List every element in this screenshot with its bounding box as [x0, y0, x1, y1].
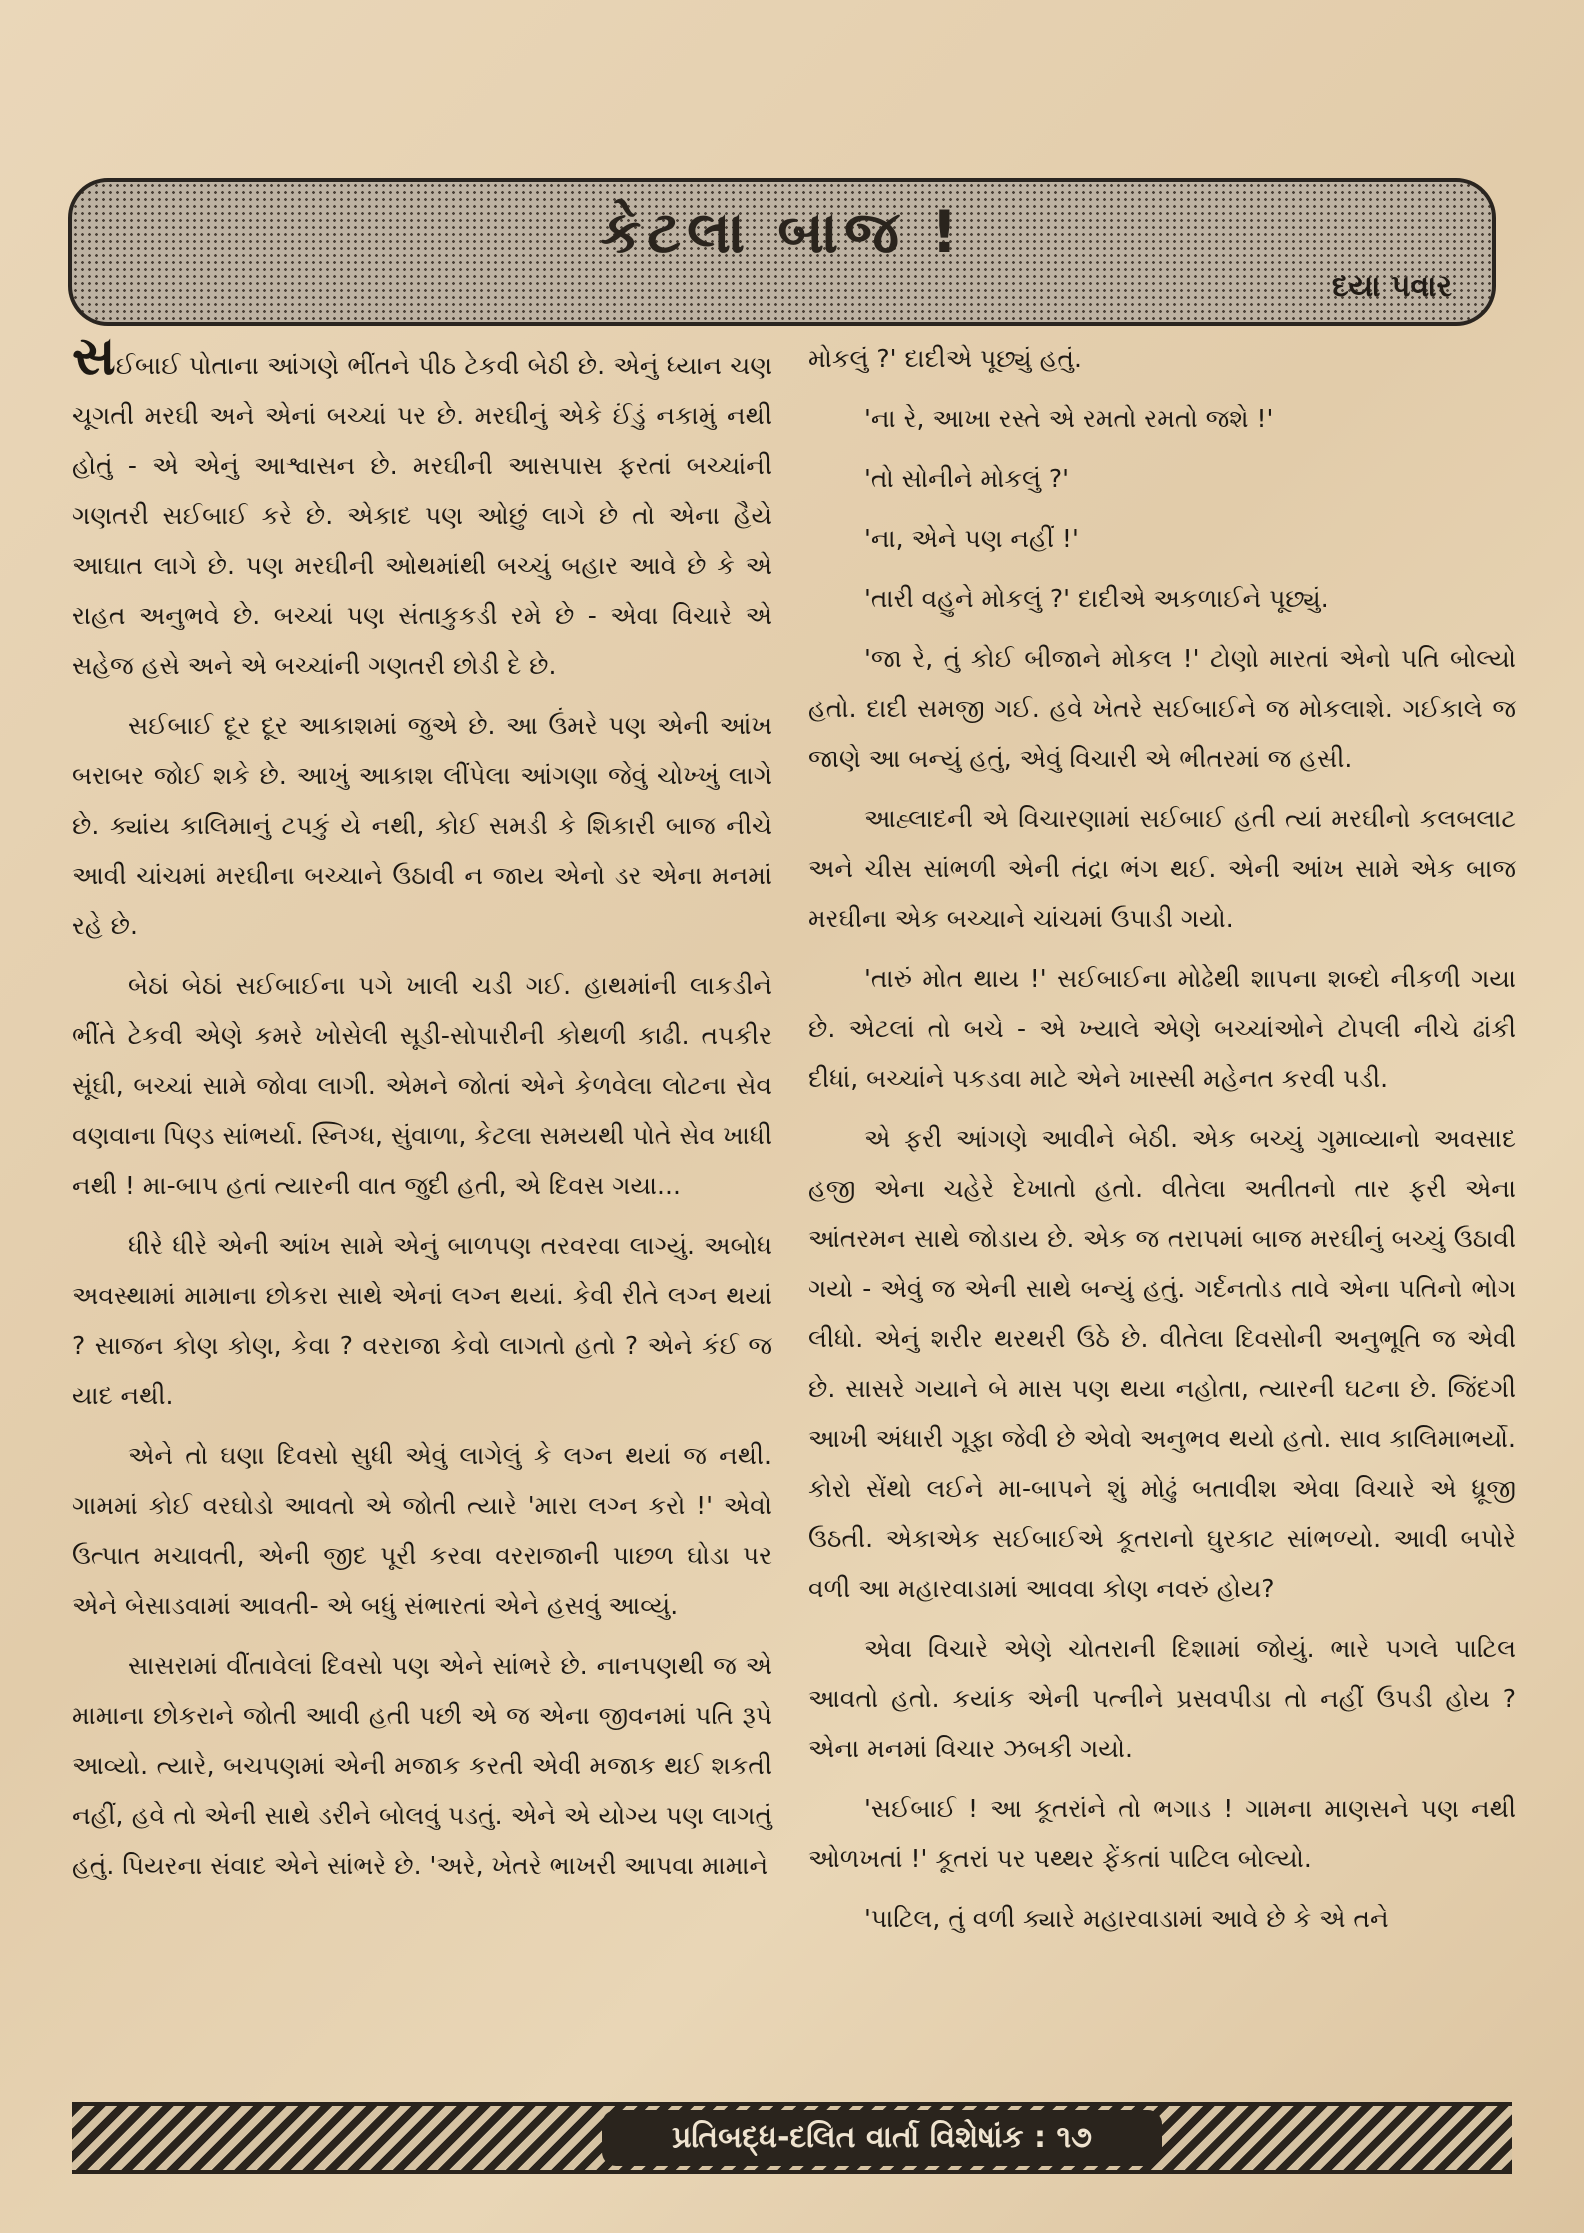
paragraph: 'સઈબાઈ ! આ કૂતરાંને તો ભગાડ ! ગામના માણસને પણ નથી ઓળખતાં !' કૂતરાં પર પથ્થર ફેંકતાં પાટિલ બોલ્યો. — [808, 1794, 1516, 1873]
paragraph: મોકલું ?' દાદીએ પૂછ્યું હતું. — [808, 344, 1082, 373]
paragraph: એવા વિચારે એણે ચોતરાની દિશામાં જોયું. ભારે પગલે પાટિલ આવતો હતો. કયાંક એની પત્નીને પ્રસવપીડા તો નહીં ઉપડી હોય ? એના મનમાં વિચાર ઝબકી ગયો. — [808, 1634, 1516, 1763]
left-column — [72, 324, 772, 1951]
paragraph: એને તો ઘણા દિવસો સુધી એવું લાગેલું કે લગ્ન થયાં જ નથી. ગામમાં કોઈ વરઘોડો આવતો એ જોતી ત્યારે 'મારા લગ્ન કરો !' એવો ઉત્પાત મચાવતી, એની જીદ પૂરી કરવા વરરાજાની પાછળ ઘોડા પર એને બેસાડવામાં આવતી- એ બધું સંભારતાં એને હસવું આવ્યું. — [72, 1441, 772, 1620]
paragraph: સઈબાઈ દૂર દૂર આકાશમાં જુએ છે. આ ઉંમરે પણ એની આંખ બરાબર જોઈ શકે છે. આખું આકાશ લીંપેલા આંગણા જેવું ચોખ્ખું લાગે છે. ક્યાંય કાલિમાનું ટપકું યે નથી, કોઈ સમડી કે શિકારી બાજ નીચે આવી ચાંચમાં મરઘીના બચ્ચાને ઉઠાવી ન જાય એનો ડર એના મનમાં રહે છે. — [72, 711, 772, 940]
drop-cap: સ — [72, 324, 116, 387]
paragraph: 'તારું મોત થાય !' સઈબાઈના મોઢેથી શાપના શબ્દો નીકળી ગયા છે. એટલાં તો બચે - એ ખ્યાલે એણે બચ્ચાંઓને ટોપલી નીચે ઢાંકી દીધાં, બચ્ચાંને પકડવા માટે એને ખાસ્સી મહેનત કરવી પડી. — [808, 964, 1516, 1093]
paragraph: ધીરે ધીરે એની આંખ સામે એનું બાળપણ તરવરવા લાગ્યું. અબોધ અવસ્થામાં મામાના છોકરા સાથે એનાં લગ્ન થયાં. કેવી રીતે લગ્ન થયાં ? સાજન કોણ કોણ, કેવા ? વરરાજા કેવો લાગતો હતો ? એને કંઈ જ યાદ નથી. — [72, 1231, 772, 1410]
footer-band — [72, 2102, 1512, 2174]
paragraph: 'ના રે, આખા રસ્તે એ રમતો રમતો જશે !' — [864, 404, 1274, 433]
paragraph — [72, 324, 772, 691]
paragraph: આહ્લાદની એ વિચારણામાં સઈબાઈ હતી ત્યાં મરઘીનો કલબલાટ અને ચીસ સાંભળી એની તંદ્રા ભંગ થઈ. એની આંખ સામે એક બાજ મરઘીના એક બચ્ચાને ચાંચમાં ઉપાડી ગયો. — [808, 804, 1516, 933]
paragraph: 'પાટિલ, તું વળી ક્યારે મહારવાડામાં આવે છે કે એ તને — [864, 1904, 1389, 1933]
author-name: દયા પવાર — [1331, 269, 1452, 304]
paragraph: સાસરામાં વીંતાવેલાં દિવસો પણ એને સાંભરે છે. નાનપણથી જ એ મામાના છોકરાને જોતી આવી હતી પછી એ જ એના જીવનમાં પતિ રૂપે આવ્યો. ત્યારે, બચપણમાં એની મજાક કરતી એવી મજાક થઈ શકતી નહીં, હવે તો એની સાથે ડરીને બોલવું પડતું. એને એ યોગ્ય પણ લાગતું હતું. પિયરના સંવાદ એને સાંભરે છે. 'અરે, ખેતરે ભાખરી આપવા મામાને — [72, 1651, 772, 1880]
paragraph: બેઠાં બેઠાં સઈબાઈના પગે ખાલી ચડી ગઈ. હાથમાંની લાકડીને ભીંતે ટેકવી એણે કમરે ખોસેલી સૂડી-સોપારીની કોથળી કાઢી. તપકીર સૂંઘી, બચ્ચાં સામે જોવા લાગી. એમને જોતાં એને કેળવેલા લોટના સેવ વણવાના પિણ્ડ સાંભર્યા. સ્નિગ્ધ, સુંવાળા, કેટલા સમયથી પોતે સેવ ખાધી નથી ! મા-બાપ હતાં ત્યારની વાત જુદી હતી, એ દિવસ ગયા... — [72, 971, 772, 1200]
story-title: કેટલા બાજ ! — [600, 198, 964, 266]
paragraph: 'તો સોનીને મોકલું ?' — [864, 464, 1070, 493]
paragraph: 'જા રે, તું કોઈ બીજાને મોકલ !' ટોણો મારતાં એનો પતિ બોલ્યો હતો. દાદી સમજી ગઈ. હવે ખેતરે સઈબાઈને જ મોકલાશે. ગઈકાલે જ જાણે આ બન્યું હતું, એવું વિચારી એ ભીતરમાં જ હસી. — [808, 644, 1516, 773]
footer-label: પ્રતિબદ્ધ-દલિત વાર્તા વિશેષાંક : ૧૭ — [602, 2110, 1162, 2166]
paragraph: 'તારી વહુને મોકલું ?' દાદીએ અકળાઈને પૂછ્યું. — [864, 584, 1329, 613]
right-column — [808, 334, 1516, 1951]
paragraph: એ ફરી આંગણે આવીને બેઠી. એક બચ્ચું ગુમાવ્યાનો અવસાદ હજી એના ચહેરે દેખાતો હતો. વીતેલા અતીતનો તાર ફરી એના આંતરમન સાથે જોડાય છે. એક જ તરાપમાં બાજ મરઘીનું બચ્ચું ઉઠાવી ગયો - એવું જ એની સાથે બન્યું હતું. ગર્દનતોડ તાવે એના પતિનો ભોગ લીધો. એનું શરીર થરથરી ઉઠે છે. વીતેલા દિવસોની અનુભૂતિ જ એવી છે. સાસરે ગયાને બે માસ પણ થયા નહોતા, ત્યારની ઘટના છે. જિંદગી આખી અંધારી ગૂફા જેવી છે એવો અનુભવ થયો હતો. સાવ કાલિમાભર્યો. કોરો સેંથો લઈને મા-બાપને શું મોઢું બતાવીશ એવા વિચારે એ ધ્રૂજી ઉઠતી. એકાએક સઈબાઈએ કૂતરાનો ઘુરકાટ સાંભળ્યો. આવી બપોરે વળી આ મહારવાડામાં આવવા કોણ નવરું હોય? — [808, 1124, 1516, 1603]
paragraph: 'ના, એને પણ નહીં !' — [864, 524, 1079, 553]
paragraph-text: ઈબાઈ પોતાના આંગણે ભીંતને પીઠ ટેકવી બેઠી છે. એનું ધ્યાન ચણ ચૂગતી મરઘી અને એનાં બચ્ચાં પર છે. મરઘીનું એકે ઈંડું નકામું નથી હોતું - એ એનું આશ્વાસન છે. મરઘીની આસપાસ ફરતાં બચ્ચાંની ગણતરી સઈબાઈ કરે છે. એકાદ પણ ઓછું લાગે છે તો એના હૈયે આઘાત લાગે છે. પણ મરઘીની ઓથમાંથી બચ્ચું બહાર આવે છે કે એ રાહત અનુભવે છે. બચ્ચાં પણ સંતાકુકડી રમે છે - એવા વિચારે એ સહેજ હસે અને એ બચ્ચાંની ગણતરી છોડી દે છે. — [72, 351, 772, 680]
title-banner — [68, 178, 1496, 326]
